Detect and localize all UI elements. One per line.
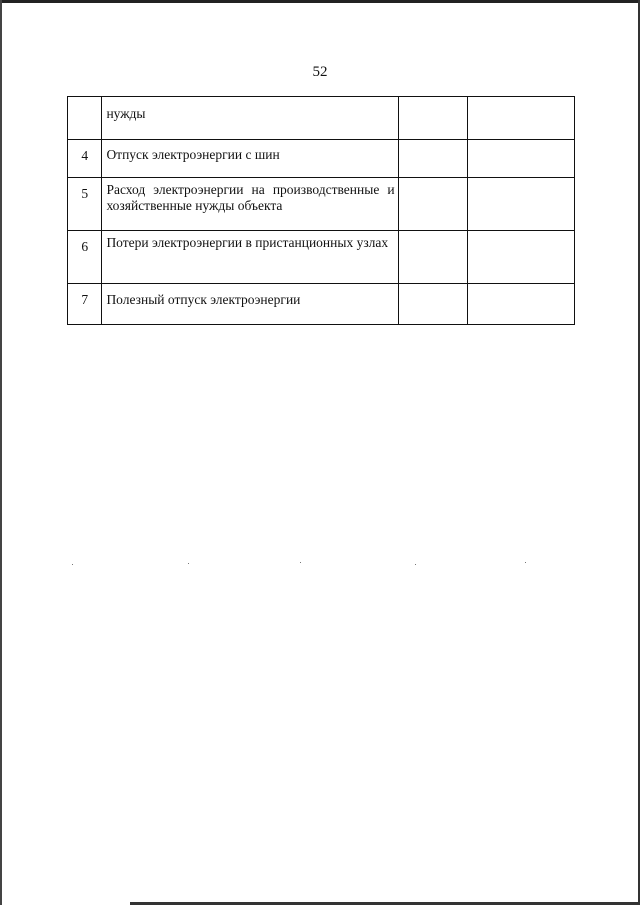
row-name: нужды [102,97,398,140]
scan-speck [300,562,301,563]
row-name: Потери электроэнергии в пристанционных узлах [102,231,398,284]
table-row [68,284,575,325]
row-value-1 [398,178,468,231]
page-number: 52 [312,64,328,80]
table-row [68,231,575,284]
row-value-1 [398,284,468,325]
scan-speck [525,562,526,563]
row-number: 4 [68,140,102,178]
row-name: Отпуск электроэнергии с шин [102,140,398,178]
row-value-2 [468,178,575,231]
row-number: 6 [68,231,102,284]
table-row [68,97,575,140]
scan-noise [70,562,540,566]
table-row [68,140,575,178]
table-row [68,178,575,231]
scan-edge-top [0,0,640,3]
row-value-2 [468,140,575,178]
scan-speck [72,564,73,565]
data-table [67,96,575,325]
row-name: Полезный отпуск электроэнергии [102,284,398,325]
row-number: 5 [68,178,102,231]
row-value-2 [468,97,575,140]
row-value-1 [398,97,468,140]
row-name: Расход электроэнергии на производственные и хозяйственные нужды объекта [102,178,398,231]
row-value-1 [398,140,468,178]
scan-edge-left [0,0,2,905]
row-number: 7 [68,284,102,325]
row-value-2 [468,284,575,325]
row-value-1 [398,231,468,284]
scan-speck [188,563,189,564]
row-number [68,97,102,140]
scan-speck [415,564,416,565]
row-value-2 [468,231,575,284]
